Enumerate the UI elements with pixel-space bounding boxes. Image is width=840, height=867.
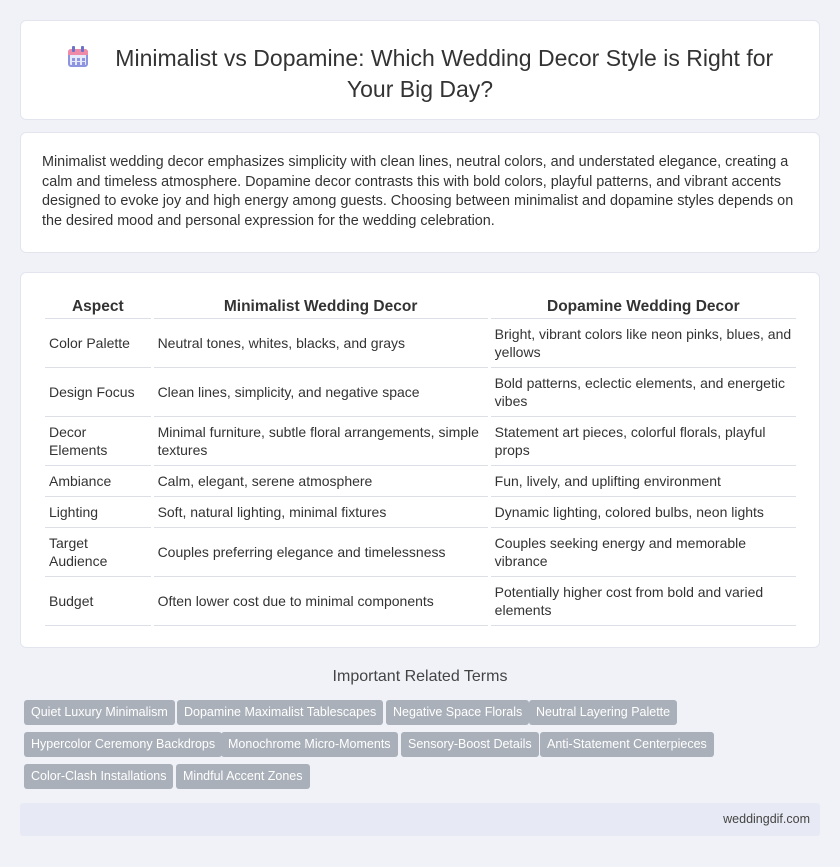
aspect-cell: Ambiance — [45, 466, 151, 497]
comparison-table — [42, 295, 799, 626]
header-minimalist: Minimalist Wedding Decor — [154, 295, 488, 319]
table-row — [45, 528, 796, 577]
header-dopamine: Dopamine Wedding Decor — [491, 295, 796, 319]
tag-link[interactable]: Quiet Luxury Minimalism — [24, 700, 175, 725]
dopamine-cell: Statement art pieces, colorful florals, playful props — [491, 417, 796, 466]
dopamine-cell: Bold patterns, eclectic elements, and energetic vibes — [491, 368, 796, 417]
tag-link[interactable]: Mindful Accent Zones — [176, 764, 310, 789]
related-terms-title: Important Related Terms — [332, 668, 508, 685]
comparison-card — [20, 272, 820, 648]
footer — [20, 803, 820, 836]
tag-link[interactable]: Hypercolor Ceremony Backdrops — [24, 732, 222, 757]
minimalist-cell: Soft, natural lighting, minimal fixtures — [154, 497, 488, 528]
table-row — [45, 497, 796, 528]
tag-link[interactable]: Dopamine Maximalist Tablescapes — [177, 700, 383, 725]
minimalist-cell: Minimal furniture, subtle floral arrangements, simple textures — [154, 417, 488, 466]
aspect-cell: Lighting — [45, 497, 151, 528]
table-row — [45, 319, 796, 368]
tag-link[interactable]: Color-Clash Installations — [24, 764, 173, 789]
tag-link[interactable]: Negative Space Florals — [386, 700, 529, 725]
title-wrap — [61, 43, 779, 105]
dopamine-cell: Bright, vibrant colors like neon pinks, blues, and yellows — [491, 319, 796, 368]
dopamine-cell: Potentially higher cost from bold and varied elements — [491, 577, 796, 626]
minimalist-cell: Couples preferring elegance and timelessness — [154, 528, 488, 577]
header-card — [20, 20, 820, 120]
aspect-cell: Decor Elements — [45, 417, 151, 466]
aspect-cell: Budget — [45, 577, 151, 626]
minimalist-cell: Neutral tones, whites, blacks, and grays — [154, 319, 488, 368]
minimalist-cell: Clean lines, simplicity, and negative space — [154, 368, 488, 417]
header-aspect: Aspect — [45, 295, 151, 319]
footer-site[interactable]: weddingdif.com — [723, 812, 810, 826]
page-title: Minimalist vs Dopamine: Which Wedding Decor Style is Right for Your Big Day? — [115, 45, 774, 102]
tag-link[interactable]: Monochrome Micro-Moments — [221, 732, 398, 757]
intro-card — [20, 132, 820, 253]
calendar-icon — [67, 46, 89, 68]
dopamine-cell: Dynamic lighting, colored bulbs, neon lights — [491, 497, 796, 528]
tag-link[interactable]: Sensory-Boost Details — [401, 732, 539, 757]
minimalist-cell: Calm, elegant, serene atmosphere — [154, 466, 488, 497]
aspect-cell: Target Audience — [45, 528, 151, 577]
intro-paragraph: Minimalist wedding decor emphasizes simplicity with clean lines, neutral colors, and understated elegance, creating a calm and timeless atmosphere. Dopamine decor contrasts this with bold colors, playful patterns, and vibrant accents designed to evoke joy and high energy among guests. Choosing between minimalist and dopamine styles depends on the desired mood and personal expression for the wedding celebration. — [42, 154, 794, 229]
dopamine-cell: Fun, lively, and uplifting environment — [491, 466, 796, 497]
minimalist-cell: Often lower cost due to minimal components — [154, 577, 488, 626]
table-row — [45, 577, 796, 626]
table-row — [45, 368, 796, 417]
tag-link[interactable]: Neutral Layering Palette — [529, 700, 677, 725]
aspect-cell: Color Palette — [45, 319, 151, 368]
table-row — [45, 417, 796, 466]
dopamine-cell: Couples seeking energy and memorable vibrance — [491, 528, 796, 577]
table-header-row — [45, 295, 796, 319]
table-row — [45, 466, 796, 497]
aspect-cell: Design Focus — [45, 368, 151, 417]
tag-link[interactable]: Anti-Statement Centerpieces — [540, 732, 714, 757]
